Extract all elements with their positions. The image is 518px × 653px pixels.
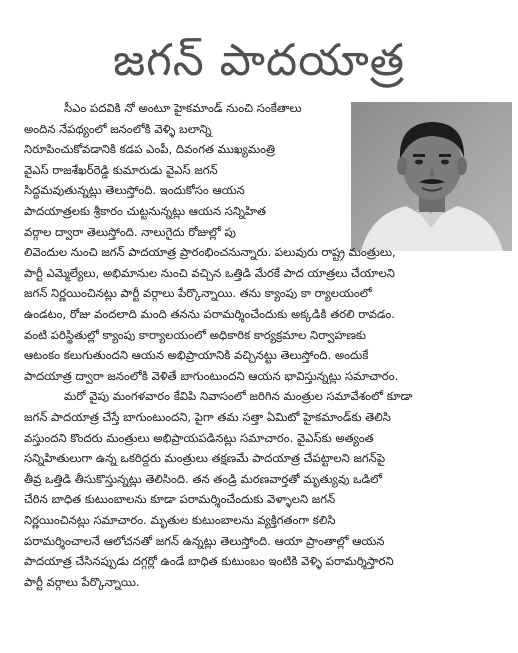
article-line: జగన్ పాదయాత్ర చేస్తే బాగుంటుందని, పైగా తమ సత్తా ఏమిటో హైకమాండ్‌కు తెలిసి: [24, 410, 391, 424]
article-line: నిర్ణయించినట్లు సమాచారం. మృతుల కుటుంబాలను వ్యక్తిగతంగా కలిసి: [24, 513, 336, 527]
article-line: అందిన నేపథ్యంలో జనంలోకి వెళ్ళి బలాన్ని: [24, 121, 212, 136]
article-line: పాదయాత్ర ద్వారా జనంలోకి వెళితే బాగుంటుందని ఆయన భావిస్తున్నట్లు సమాచారం.: [24, 368, 399, 383]
article-line: సన్నిహితులుగా ఉన్న ఒకరిద్దరు మంత్రులు తక్షణమే పాదయాత్ర చేపట్టాలని జగన్‌పై: [24, 451, 386, 466]
article-line: పాదయాత్ర చేసినప్పుడు దగ్గర్లో ఉండే బాధిత కుటుంబం ఇంటికి వెళ్ళి పరామర్శిస్తారని: [24, 554, 394, 569]
article-line: లివెందుల నుంచి జగన్ పాదయాత్ర ప్రారంభించనున్నారు. పలువురు రాష్ట్ర మంత్రులు,: [24, 245, 396, 260]
article-line: సీఎం పదవికి నో అంటూ హైకమాండ్ నుంచి సంకేతాలు: [64, 101, 302, 115]
article-line: సిద్ధమవుతున్నట్లు తెలుస్తోంది. ఇందుకోసం ఆయన: [24, 183, 245, 198]
article-line: తీవ్ర ఒత్తిడి తీసుకొస్తున్నట్లు తెలిసింది. తన తండ్రి మరణవార్తతో మృత్యువు ఒడిలో: [24, 471, 383, 486]
article-line: పార్టీ ఎమ్మెల్యేలు, అభిమానుల నుంచి వచ్చిన ఒత్తిడి మేరకే పాద యాత్రలు చేయాలని: [24, 265, 395, 280]
headline: జగన్ పాదయాత్ర: [112, 35, 406, 86]
portrait-image: [351, 102, 512, 251]
article-line: పరామర్శించాలనే ఆలోచనతో జగన్ ఉన్నట్లు తెలుస్తోంది. ఆయా ప్రాంతాల్లో ఆయన: [24, 533, 385, 548]
article-line: చేరిన బాధిత కుటుంబాలను కూడా పరామర్శించేందుకు వెళ్ళాలని జగన్: [24, 492, 336, 507]
article-line: పార్టీ వర్గాలు పేర్కొన్నాయి.: [24, 574, 140, 589]
article-line: వంటి పరిస్థితుల్లో క్యాంపు కార్యాలయంలో అధికారిక కార్యక్రమాల నిర్వాహణకు: [24, 327, 366, 342]
article-line: వర్గాల ద్వారా తెలుస్తోంది. నాలుగైదు రోజుల్లో పు: [24, 224, 236, 239]
article-line: పాదయాత్రలకు శ్రీకారం చుట్టనున్నట్లు ఆయన సన్నిహిత: [24, 204, 266, 218]
portrait-photo: [351, 102, 512, 251]
article-line: మరో వైపు మంగళవారం కేవిపి నివాసంలో జరిగిన మంత్రుల సమావేశంలో కూడా: [64, 389, 413, 404]
article-line: వైఎస్ రాజశేఖర్‌రెడ్డి కుమారుడు వైఎస్ జగన్: [24, 162, 218, 177]
article-line: వస్తుందని కొందరు మంత్రులు అభిప్రాయపడినట్లు సమాచారం. వైఎస్‌కు అత్యంత: [24, 430, 374, 445]
article-line: ఉండటం, రోజు వందలాది మంది తనను పరామర్శించేందుకు అక్కడికి తరలి రావడం.: [24, 307, 395, 321]
article-line: జగన్ నిర్ణయించినట్లు పార్టీ వర్గాలు పేర్కొన్నాయి. తను క్యాంపు కా ర్యాలయంలో: [24, 286, 372, 301]
article-line: ఆటంకం కలుగుతుందని ఆయన అభిప్రాయానికి వచ్చినట్టు తెలుస్తోంది. అందుకే: [24, 348, 369, 363]
article-line: నిరూపించుకోవడానికి కడప ఎంపీ, దివంగత ముఖ్యమంత్రి: [24, 142, 276, 157]
